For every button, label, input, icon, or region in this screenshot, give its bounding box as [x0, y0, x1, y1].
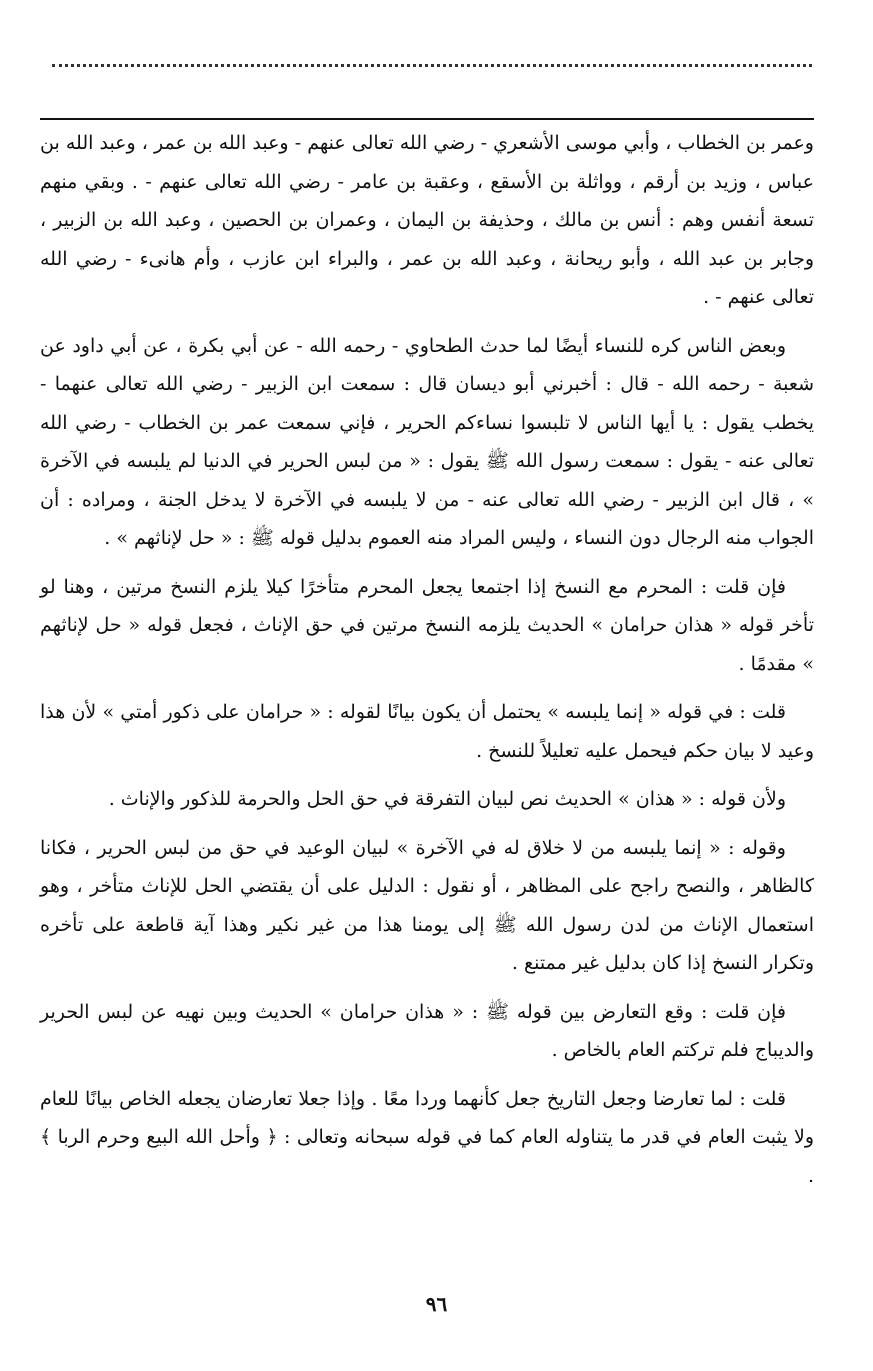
paragraph: وقوله : « إنما يلبسه من لا خلاق له في الآخرة » لبيان الوعيد في حق من لبس الحرير ، فكانا كالظاهر ، والنصح راجح على المظاهر ، أو نقول : الدليل على أن يقتضي الحل للإناث متأخر ، وهو استعمال الإناث من لدن رسول الله ﷺ إلى يومنا هذا من غير نكير وهذا آية قاطعة على تأخره وتكرار النسخ إذا كان بدليل غير ممتنع . — [40, 836, 814, 974]
paragraph: قلت : لما تعارضا وجعل التاريخ جعل كأنهما وردا معًا . وإذا جعلا تعارضان يجعله الخاص بيانًا للعام ولا يثبت العام في قدر ما يتناوله العام كما في قوله سبحانه وتعالى : ﴿ وأحل الله البيع وحرم الربا ﴾ . — [40, 1087, 814, 1187]
paragraph: فإن قلت : وقع التعارض بين قوله ﷺ : « هذان حرامان » الحديث وبين نهيه عن لبس الحرير والديباج فلم تركتم العام بالخاص . — [40, 1000, 814, 1061]
paragraph: ولأن قوله : « هذان » الحديث نص لبيان التفرقة في حق الحل والحرمة للذكور والإناث . — [108, 788, 786, 810]
paragraph: قلت : في قوله « إنما يلبسه » يحتمل أن يكون بيانًا لقوله : « حرامان على ذكور أمتي » لأن هذا وعيد لا بيان حكم فيحمل عليه تعليلاً للنسخ . — [40, 701, 814, 762]
page-body — [40, 124, 814, 1205]
horizontal-rule — [40, 118, 814, 120]
paragraph: فإن قلت : المحرم مع النسخ إذا اجتمعا يجعل المحرم متأخرًا كيلا يلزم النسخ مرتين ، وهنا لو تأخر قوله « هذان حرامان » الحديث يلزمه النسخ مرتين في حق الإناث ، فجعل قوله « حل لإناثهم » مقدمًا . — [40, 575, 814, 675]
dotted-separator — [52, 64, 812, 67]
paragraph: وبعض الناس كره للنساء أيضًا لما حدث الطحاوي - رحمه الله - عن أبي بكرة ، عن أبي داود عن شعبة - رحمه الله - قال : أخبرني أبو ديسان قال : سمعت ابن الزبير - رضي الله تعالى عنهما - يخطب يقول : يا أيها الناس لا تلبسوا نساءكم الحرير ، فإني سمعت عمر بن الخطاب - رضي الله تعالى عنه - يقول : سمعت رسول الله ﷺ يقول : « من لبس الحرير في الدنيا لم يلبسه في الآخرة » ، قال ابن الزبير - رضي الله تعالى عنه - من لا يلبسه في الآخرة لا يدخل الجنة ، ومراده : أن الجواب منه الرجال دون النساء ، وليس المراد منه العموم بدليل قوله ﷺ : « حل لإناثهم » . — [40, 334, 814, 549]
paragraph: وعمر بن الخطاب ، وأبي موسى الأشعري - رضي الله تعالى عنهم - وعبد الله بن عمر ، وعبد الله بن عباس ، وزيد بن أرقم ، وواثلة بن الأسقع ، وعقبة بن عامر - رضي الله تعالى عنهم - . وبقي منهم تسعة أنفس وهم : أنس بن مالك ، وحذيفة بن اليمان ، وعمران بن الحصين ، وعبد الله بن الزبير ، وجابر بن عبد الله ، وأبو ريحانة ، وعبد الله بن عمر ، والبراء ابن عازب ، وأم هانىء - رضي الله تعالى عنهم - . — [40, 132, 814, 308]
page-number: ٩٦ — [425, 1292, 448, 1316]
